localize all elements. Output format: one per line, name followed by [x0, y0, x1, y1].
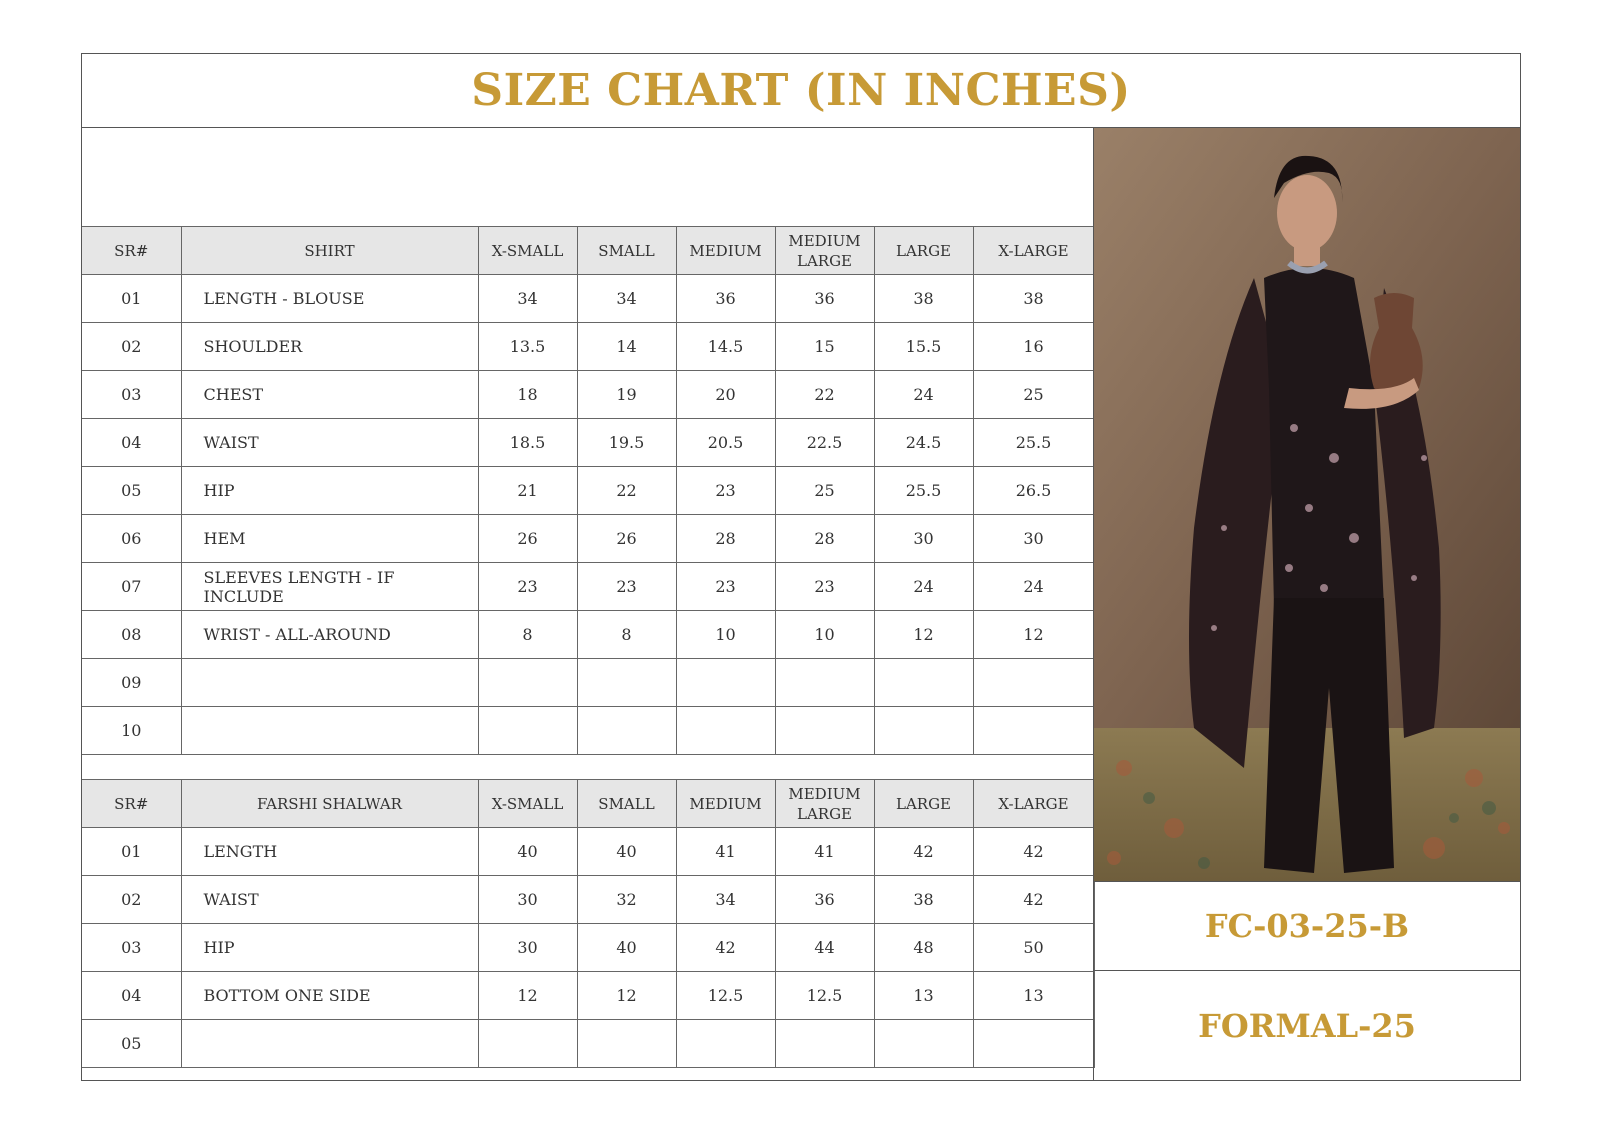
table-row	[82, 371, 1094, 419]
product-code-box	[1094, 881, 1520, 971]
size-value: 28	[775, 515, 874, 563]
row-number: 09	[82, 659, 181, 707]
measurement-label: SLEEVES LENGTH - IF INCLUDE	[181, 563, 478, 611]
measurement-label: CHEST	[181, 371, 478, 419]
model-photo	[1094, 128, 1520, 881]
size-value: 13	[874, 972, 973, 1020]
size-value: 12	[973, 611, 1094, 659]
size-value	[874, 707, 973, 755]
size-value: 30	[478, 876, 577, 924]
size-value: 40	[478, 828, 577, 876]
size-value: 38	[874, 876, 973, 924]
shirt-size-table	[82, 226, 1095, 755]
table-row	[82, 972, 1094, 1020]
size-value: 14.5	[676, 323, 775, 371]
table-row	[82, 876, 1094, 924]
row-number: 03	[82, 924, 181, 972]
measurement-label: HIP	[181, 924, 478, 972]
row-number: 01	[82, 275, 181, 323]
table-row	[82, 924, 1094, 972]
row-number: 06	[82, 515, 181, 563]
size-value: 41	[775, 828, 874, 876]
size-value	[478, 707, 577, 755]
size-header: SMALL	[577, 227, 676, 275]
row-number: 05	[82, 467, 181, 515]
blank-area	[82, 128, 1094, 226]
size-value: 23	[775, 563, 874, 611]
measurement-label: WRIST - ALL-AROUND	[181, 611, 478, 659]
size-value: 18	[478, 371, 577, 419]
size-header: X-SMALL	[478, 780, 577, 828]
size-value: 12.5	[676, 972, 775, 1020]
size-value: 42	[676, 924, 775, 972]
size-value: 32	[577, 876, 676, 924]
size-value: 25	[775, 467, 874, 515]
size-value: 42	[973, 828, 1094, 876]
size-header: X-LARGE	[973, 780, 1094, 828]
size-value: 10	[676, 611, 775, 659]
size-value: 12	[478, 972, 577, 1020]
size-value: 24.5	[874, 419, 973, 467]
size-value: 38	[874, 275, 973, 323]
size-value: 36	[775, 876, 874, 924]
row-number: 08	[82, 611, 181, 659]
table-row	[82, 419, 1094, 467]
size-value: 19.5	[577, 419, 676, 467]
size-value: 13	[973, 972, 1094, 1020]
size-value: 25.5	[874, 467, 973, 515]
size-header: X-LARGE	[973, 227, 1094, 275]
size-value	[676, 1020, 775, 1068]
size-value	[874, 1020, 973, 1068]
table-row	[82, 563, 1094, 611]
table-row	[82, 467, 1094, 515]
size-value: 50	[973, 924, 1094, 972]
model-photo-illustration	[1094, 128, 1520, 881]
size-value: 30	[973, 515, 1094, 563]
shalwar-name-header: FARSHI SHALWAR	[181, 780, 478, 828]
table-row	[82, 659, 1094, 707]
size-value: 8	[478, 611, 577, 659]
size-value: 26	[478, 515, 577, 563]
table-row	[82, 1020, 1094, 1068]
size-value: 20.5	[676, 419, 775, 467]
size-value: 8	[577, 611, 676, 659]
size-value: 15	[775, 323, 874, 371]
measurement-label: WAIST	[181, 876, 478, 924]
size-value	[577, 1020, 676, 1068]
size-value: 10	[775, 611, 874, 659]
size-header: SMALL	[577, 780, 676, 828]
size-value: 24	[973, 563, 1094, 611]
size-value: 38	[973, 275, 1094, 323]
size-value: 34	[676, 876, 775, 924]
measurement-label: WAIST	[181, 419, 478, 467]
size-value: 23	[478, 563, 577, 611]
product-panel	[1093, 128, 1520, 1080]
collection-box	[1094, 971, 1520, 1080]
size-value	[874, 659, 973, 707]
size-chart-frame	[81, 53, 1521, 1081]
row-number: 03	[82, 371, 181, 419]
size-header: MEDIUM	[676, 780, 775, 828]
title-bar	[82, 54, 1520, 128]
size-header: MEDIUM LARGE	[775, 227, 874, 275]
size-value: 23	[676, 467, 775, 515]
size-value: 42	[973, 876, 1094, 924]
size-value: 36	[775, 275, 874, 323]
size-value	[478, 1020, 577, 1068]
table-row	[82, 515, 1094, 563]
table-row	[82, 275, 1094, 323]
measurement-label: LENGTH	[181, 828, 478, 876]
size-value: 28	[676, 515, 775, 563]
size-value: 13.5	[478, 323, 577, 371]
row-number: 04	[82, 972, 181, 1020]
size-value	[478, 659, 577, 707]
size-value	[676, 707, 775, 755]
row-number: 04	[82, 419, 181, 467]
measurement-label: HEM	[181, 515, 478, 563]
measurement-label: HIP	[181, 467, 478, 515]
row-number: 05	[82, 1020, 181, 1068]
size-header: LARGE	[874, 227, 973, 275]
size-value: 20	[676, 371, 775, 419]
size-value: 30	[478, 924, 577, 972]
table-row	[82, 707, 1094, 755]
size-header: MEDIUM LARGE	[775, 780, 874, 828]
size-value	[973, 707, 1094, 755]
size-value: 12	[874, 611, 973, 659]
size-value: 23	[676, 563, 775, 611]
measurement-label: SHOULDER	[181, 323, 478, 371]
sr-header: SR#	[82, 227, 181, 275]
size-value	[775, 1020, 874, 1068]
size-value	[973, 1020, 1094, 1068]
collection-name: FORMAL-25	[1198, 1006, 1416, 1045]
size-value: 22	[775, 371, 874, 419]
size-value	[577, 707, 676, 755]
size-value: 42	[874, 828, 973, 876]
size-value: 26.5	[973, 467, 1094, 515]
measurement-label: LENGTH - BLOUSE	[181, 275, 478, 323]
shalwar-size-table	[82, 779, 1095, 1068]
size-value	[973, 659, 1094, 707]
size-value: 12	[577, 972, 676, 1020]
size-value: 44	[775, 924, 874, 972]
table-row	[82, 828, 1094, 876]
size-value: 18.5	[478, 419, 577, 467]
size-value: 24	[874, 371, 973, 419]
size-value	[775, 659, 874, 707]
product-code: FC-03-25-B	[1204, 907, 1410, 945]
size-value	[577, 659, 676, 707]
measurement-label: BOTTOM ONE SIDE	[181, 972, 478, 1020]
size-value: 16	[973, 323, 1094, 371]
size-value	[676, 659, 775, 707]
measurement-label	[181, 1020, 478, 1068]
measurement-label	[181, 707, 478, 755]
size-value: 19	[577, 371, 676, 419]
sr-header: SR#	[82, 780, 181, 828]
size-value: 26	[577, 515, 676, 563]
size-value: 14	[577, 323, 676, 371]
size-value: 24	[874, 563, 973, 611]
row-number: 10	[82, 707, 181, 755]
size-value: 25	[973, 371, 1094, 419]
size-header: LARGE	[874, 780, 973, 828]
row-number: 02	[82, 323, 181, 371]
size-header: X-SMALL	[478, 227, 577, 275]
page-title: SIZE CHART (IN INCHES)	[471, 65, 1131, 116]
size-value: 40	[577, 828, 676, 876]
size-value: 23	[577, 563, 676, 611]
size-value: 22	[577, 467, 676, 515]
size-value: 21	[478, 467, 577, 515]
size-value: 40	[577, 924, 676, 972]
table-row	[82, 323, 1094, 371]
size-value: 41	[676, 828, 775, 876]
size-value: 36	[676, 275, 775, 323]
table-row	[82, 611, 1094, 659]
size-value: 12.5	[775, 972, 874, 1020]
size-value: 34	[478, 275, 577, 323]
shalwar-header-row	[82, 780, 1094, 828]
size-value: 22.5	[775, 419, 874, 467]
size-value: 48	[874, 924, 973, 972]
row-number: 01	[82, 828, 181, 876]
size-value: 25.5	[973, 419, 1094, 467]
row-number: 02	[82, 876, 181, 924]
measurement-label	[181, 659, 478, 707]
size-header: MEDIUM	[676, 227, 775, 275]
row-number: 07	[82, 563, 181, 611]
shirt-name-header: SHIRT	[181, 227, 478, 275]
size-value: 15.5	[874, 323, 973, 371]
size-value: 30	[874, 515, 973, 563]
shirt-header-row	[82, 227, 1094, 275]
size-value	[775, 707, 874, 755]
size-value: 34	[577, 275, 676, 323]
